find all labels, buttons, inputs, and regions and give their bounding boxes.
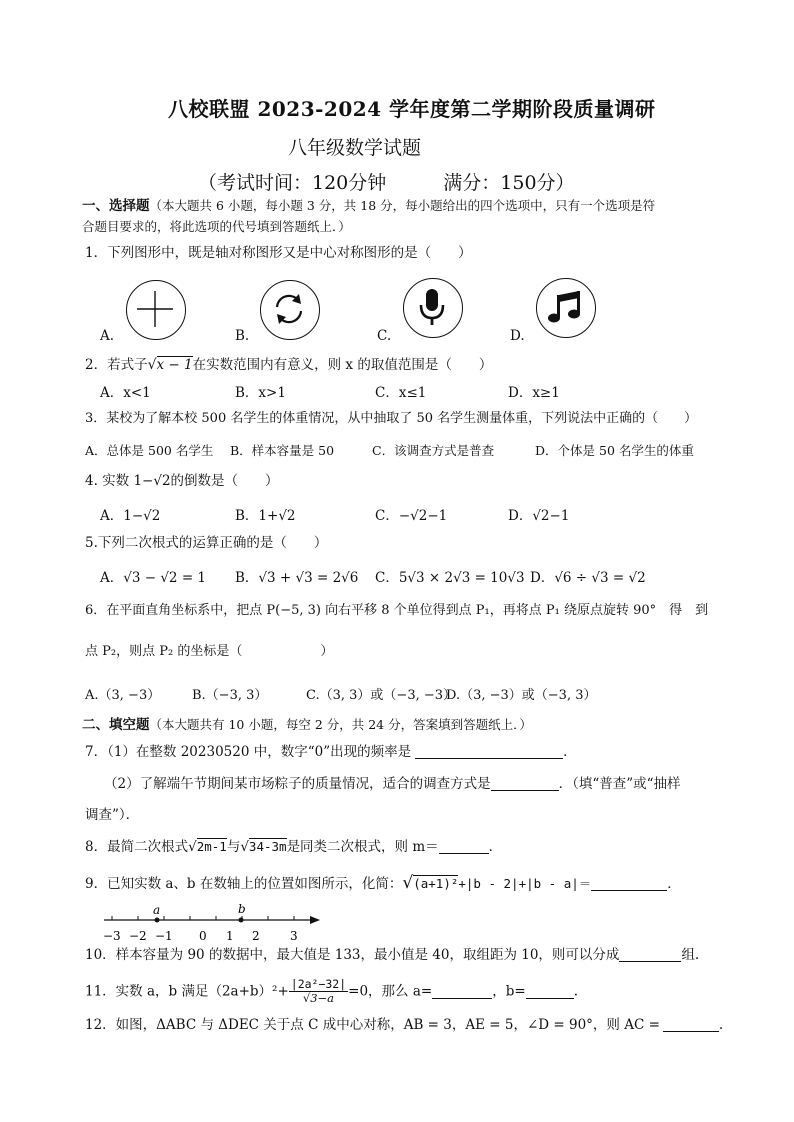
q10-answer-blank[interactable] — [619, 947, 681, 962]
q5-option-b[interactable]: B．√3 + √3 = 2√6 — [235, 570, 359, 586]
point-a — [155, 918, 160, 923]
q8-mid: 与 — [226, 839, 241, 855]
q4-option-c[interactable]: C．−√2−1 — [375, 508, 448, 524]
q2-stem-post: 在实数范围内有意义，则 x 的取值范围是（ ） — [192, 357, 493, 373]
q12-answer-blank[interactable] — [663, 1017, 719, 1032]
q6-option-d[interactable]: D.（3, −3）或（−3, 3） — [446, 688, 597, 703]
q12-row — [85, 1016, 723, 1034]
exam-info: （考试时间：120分钟 满分：150分） — [198, 172, 575, 194]
q11-row — [85, 978, 578, 1004]
microphone-icon — [403, 278, 463, 338]
q11-mid2: ，b= — [492, 983, 526, 1000]
section1-intro — [82, 197, 655, 215]
q3-option-c[interactable]: C．该调查方式是普查 — [372, 443, 495, 458]
q7-answer-blank-2[interactable] — [491, 776, 559, 791]
q6-option-a[interactable]: A.（3, −3） — [85, 688, 161, 703]
q8-answer-blank[interactable] — [439, 839, 489, 854]
q7-part2a: （2）了解端午节期间某市场粽子的质量情况，适合的调查方式是 — [104, 776, 491, 792]
q10-row — [85, 946, 699, 964]
q8-row: 8．最简二次根式√2m-1与√34-3m是同类二次根式，则 m＝ ． — [85, 839, 503, 855]
q7-part2b: ．（填“普查”或“抽样 — [558, 776, 681, 792]
q11-answer-blank-b[interactable] — [526, 984, 574, 999]
q4-stem: 4. 实数 1−√2的倒数是（ ） — [85, 473, 279, 489]
q12-tail: . — [718, 1017, 724, 1033]
q6-option-b[interactable]: B.（−3, 3） — [192, 688, 268, 703]
tick-label: −1 — [155, 929, 173, 943]
q1-option-a[interactable]: A. — [100, 328, 115, 344]
q11-denominator: √3−a — [302, 991, 335, 1005]
q2-option-b[interactable]: B．x>1 — [235, 385, 286, 401]
q1-option-b[interactable]: B. — [235, 328, 250, 344]
tick-label: 1 — [226, 929, 234, 943]
q2-option-a[interactable]: A．x<1 — [100, 385, 151, 401]
q8-radicand-1: 2m-1 — [196, 839, 227, 854]
number-line-figure — [98, 903, 338, 943]
q4-option-b[interactable]: B．1+√2 — [235, 508, 296, 524]
q5-option-d[interactable]: D．√6 ÷ √3 = √2 — [530, 570, 646, 586]
q9-pre: 9．已知实数 a、b 在数轴上的位置如图所示，化简： — [85, 876, 403, 892]
q11-tail: . — [573, 983, 578, 1000]
point-b — [239, 918, 244, 923]
q3-stem: 3．某校为了解本校 500 名学生的体重情况，从中抽取了 50 名学生测量体重，下列说法中正确的（ ） — [85, 411, 698, 426]
plus-circle-icon — [126, 280, 186, 340]
section1-desc-line2: 合题目要求的，将此选项的代号填到答题纸上．） — [82, 219, 351, 234]
q2-option-c[interactable]: C．x≤1 — [375, 385, 427, 401]
tick-label: 0 — [199, 929, 207, 943]
q2-stem-pre: 2．若式子 — [85, 357, 148, 373]
q1-option-d[interactable]: D. — [510, 328, 525, 344]
q3-option-b[interactable]: B．样本容量是 50 — [230, 443, 335, 458]
q2-radicand: x − 1 — [156, 357, 193, 373]
q7-part2c: 调查”）． — [85, 807, 140, 823]
section2-intro — [82, 716, 532, 734]
q1-option-c[interactable]: C. — [377, 328, 392, 344]
q9-row: 9．已知实数 a、b 在数轴上的位置如图所示，化简：√(a+1)²+|b - 2|+|b - a|＝ ． — [85, 873, 681, 893]
q8-pre: 8．最简二次根式 — [85, 839, 189, 855]
tick-label: −3 — [103, 929, 121, 943]
q12-text: 12．如图，ΔABC 与 ΔDEC 关于点 C 成中心对称，AB = 3，AE = 5，∠D = 90°，则 AC = — [85, 1017, 660, 1033]
section1-desc-line1: （本大题共 6 小题，每小题 3 分，共 18 分，每小题给出的四个选项中，只有一个选项是符 — [149, 198, 656, 213]
q11-pre: 11．实数 a，b 满足（2a+b）²+ — [85, 983, 289, 1000]
rotate-arrows-icon — [260, 280, 320, 340]
tick-label: −2 — [129, 929, 147, 943]
section1-heading: 一、选择题 — [82, 198, 150, 214]
section2-heading: 二、填空题 — [82, 717, 150, 733]
q11-mid: =0，那么 a= — [348, 983, 433, 1000]
q10-tail: 组. — [681, 947, 700, 963]
q7-part1: 7．（1）在整数 20230520 中，数字“0”出现的频率是 — [85, 744, 412, 760]
q8-post: 是同类二次根式，则 m＝ — [286, 839, 439, 855]
q1-stem: 1．下列图形中，既是轴对称图形又是中心对称图形的是（ ） — [85, 245, 472, 261]
q6-option-c[interactable]: C.（3, 3）或（−3, −3） — [306, 688, 457, 703]
q9-answer-blank[interactable] — [591, 876, 667, 891]
q11-numerator: |2a²−32| — [290, 977, 347, 991]
q7-part2-row — [104, 775, 681, 793]
page-title: 八校联盟 2023-2024 学年度第二学期阶段质量调研 — [168, 97, 656, 121]
q4-option-a[interactable]: A．1−√2 — [100, 508, 161, 524]
section2-desc: （本大题共有 10 小题，每空 2 分，共 24 分，答案填到答题纸上．） — [149, 717, 532, 732]
q11-fraction — [289, 978, 348, 1005]
q5-stem: 5.下列二次根式的运算正确的是（ ） — [85, 535, 328, 551]
page-subtitle: 八年级数学试题 — [288, 137, 422, 159]
q6-line1: 6．在平面直角坐标系中，把点 P(−5, 3) 向右平移 8 个单位得到点 P₁，再将点 P₁ 绕原点旋转 90° 得 到 — [85, 603, 709, 618]
q2-option-d[interactable]: D．x≥1 — [508, 385, 560, 401]
q5-option-a[interactable]: A．√3 − √2 = 1 — [100, 570, 207, 586]
point-b-label: b — [238, 903, 246, 916]
tick-label: 3 — [290, 929, 298, 943]
q4-option-d[interactable]: D．√2−1 — [508, 508, 570, 524]
q3-option-a[interactable]: A．总体是 500 名学生 — [85, 443, 214, 458]
point-a-label: a — [153, 903, 161, 917]
q7-answer-blank-1[interactable] — [415, 744, 563, 759]
music-note-icon — [536, 278, 596, 338]
q9-radicand: (a+1)² — [413, 876, 459, 891]
q8-radicand-2: 34-3m — [248, 839, 287, 854]
q7-part1-row: 7．（1）在整数 20230520 中，数字“0”出现的频率是 ． — [85, 744, 577, 760]
q9-post: +|b - 2|+|b - a|＝ — [458, 876, 592, 891]
tick-label: 2 — [252, 929, 260, 943]
q6-line2: 点 P₂，则点 P₂ 的坐标是（ ） — [85, 644, 334, 659]
q10-text: 10．样本容量为 90 的数据中，最大值是 133，最小值是 40，取组距为 10，则可以分成 — [85, 947, 620, 963]
q2-stem: 2．若式子√x − 1在实数范围内有意义，则 x 的取值范围是（ ） — [85, 357, 493, 373]
q11-answer-blank-a[interactable] — [432, 984, 492, 999]
q5-option-c[interactable]: C．5√3 × 2√3 = 10√3 — [375, 570, 525, 586]
q3-option-d[interactable]: D．个体是 50 名学生的体重 — [535, 443, 694, 458]
number-line-arrow — [310, 916, 320, 924]
